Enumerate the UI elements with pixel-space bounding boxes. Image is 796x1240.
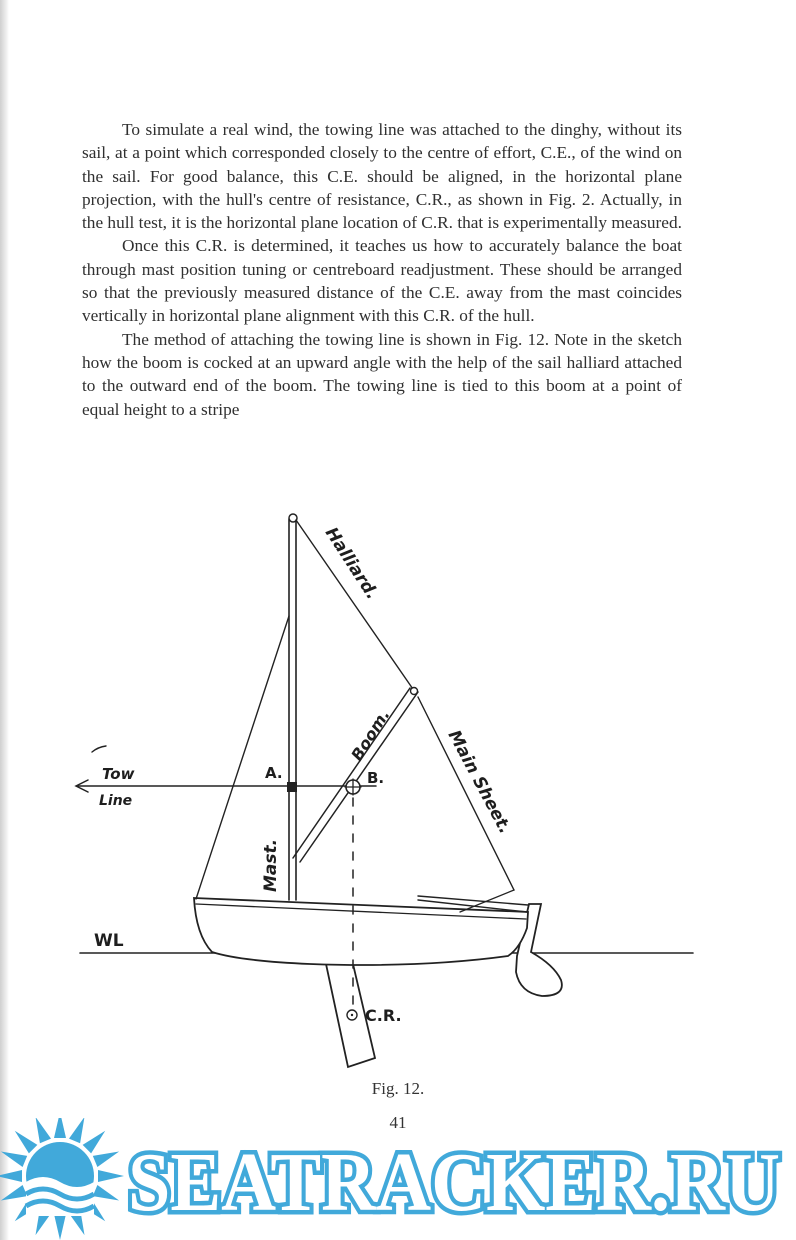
sun-logo-icon [0,1118,124,1240]
page-number: 41 [389,1113,407,1132]
tow-flourish [92,746,106,752]
cr-dot [351,1014,353,1016]
label-cr: C.R. [365,1006,402,1025]
label-b: B. [367,769,385,787]
watermark-text: SEATRACKER.RU [128,1136,780,1229]
label-a: A. [265,764,283,782]
point-a-marker [287,782,297,792]
boom-end [411,688,418,695]
label-mast: Mast. [261,838,281,892]
traveller [460,890,514,912]
label-boom: Boom. [347,705,394,765]
halliard-line [296,520,415,692]
tiller-top [418,896,528,905]
label-main-sheet: Main Sheet. [443,726,515,838]
label-tow: Tow [102,765,135,783]
paragraph-3: The method of attaching the towing line is shown in Fig. 12. Note in the sketch how the boom is cocked at an upward angle with the help of the sail halliard attached to the outward end of the boom. The towing line is tied to this boom at a point of equal height to a stripe [82,329,682,419]
watermark [0,1118,796,1240]
hull [194,898,528,965]
figure-caption: Fig. 12. [371,1079,425,1098]
paragraph-1: To simulate a real wind, the towing line was attached to the dinghy, without its sail, at a point which corresponded closely to the centre of effort, C.E., of the wind on the sail. For good balance, this C.E. should be aligned, in the horizontal plane projection, with the hull's centre of resistance, C.R., as shown in Fig. 2. Actually, in the hull test, it is the horizontal plane location of C.R. that is experimentally measured. [82,120,682,233]
boom-lower [293,688,410,858]
label-line: Line [99,793,133,809]
label-halliard: Halliard. [320,523,383,604]
label-wl: WL [94,931,124,951]
main-sheet-line [418,697,514,890]
paragraph-2: Once this C.R. is determined, it teaches us how to accurately balance the boat through mast position tuning or centreboard readjustment. These should be arranged so that the previously measured distance of the C.E. away from the mast coincides vertically in horizontal plane alignment with this C.R. of the hull. [82,236,682,326]
boom-upper [300,692,418,862]
